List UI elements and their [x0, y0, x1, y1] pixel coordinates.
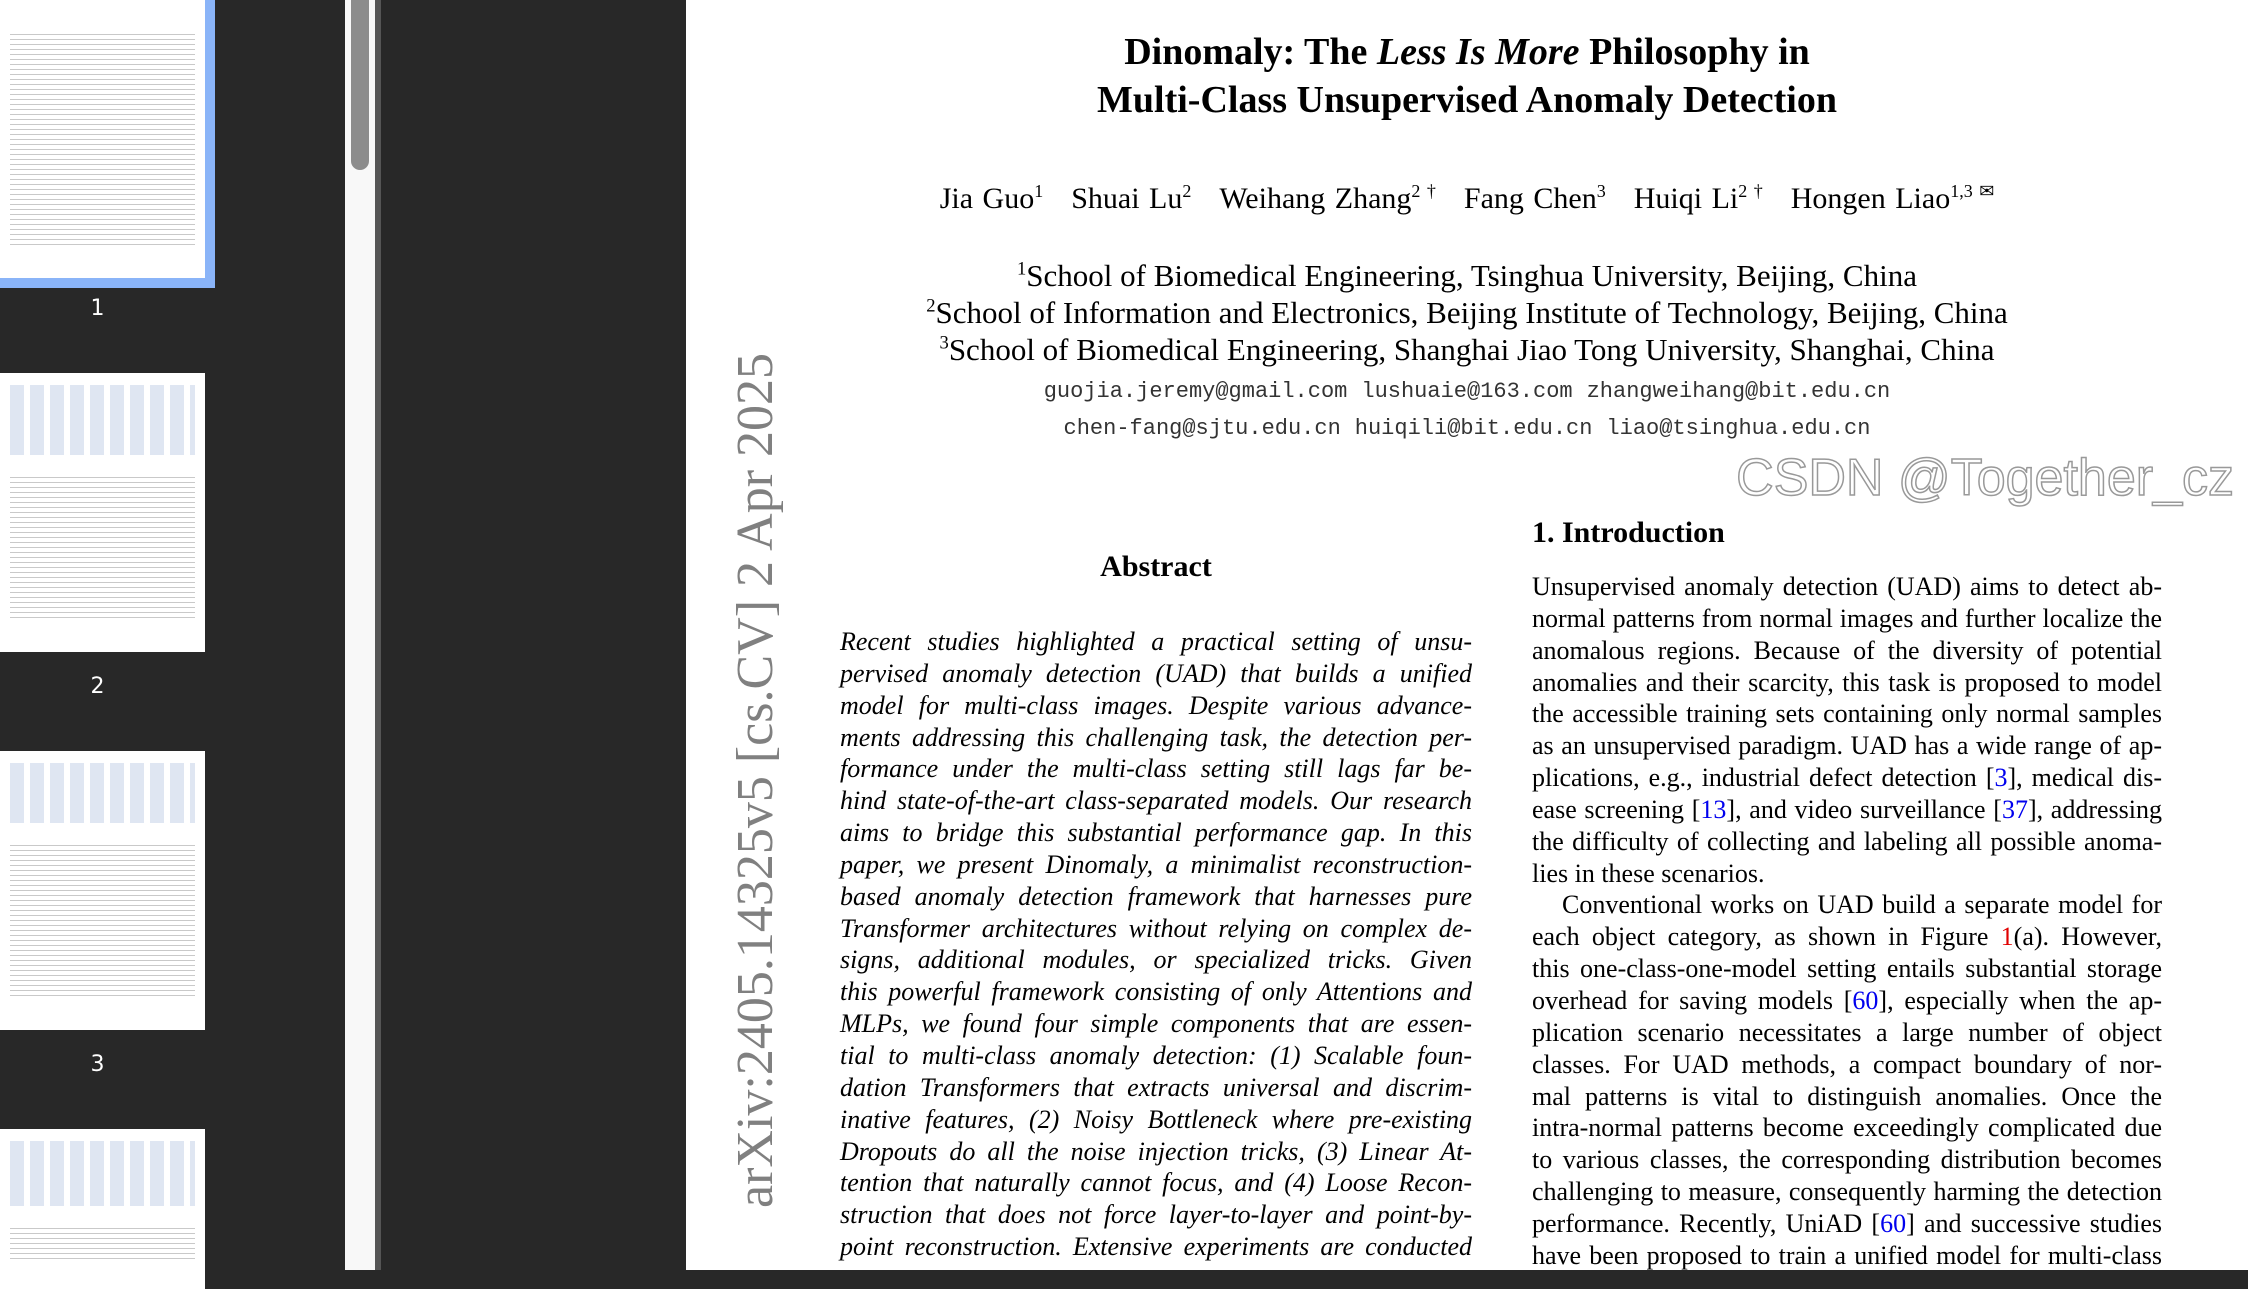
text-run: performance. Recently, UniAD [	[1532, 1208, 1881, 1238]
text-run: have been proposed to train a unified model for multi-class	[1532, 1240, 2162, 1270]
email: huiqili@bit.edu.cn	[1354, 416, 1593, 441]
title-text: Dinomaly: The	[1124, 31, 1377, 73]
text-run: the difficulty of collecting and labeling all possible anoma-	[1532, 826, 2162, 856]
introduction-heading: 1. Introduction	[1532, 516, 1725, 549]
text-run: Conventional works on UAD build a separate model for	[1562, 890, 2162, 920]
text-run: ], especially when the ap-	[1878, 985, 2162, 1015]
affiliation-number: 2	[926, 295, 936, 317]
affiliation-text: School of Biomedical Engineering, Tsinghua University, Beijing, China	[1026, 258, 1917, 293]
text-run: anomalous regions. Because of the diversity of potential	[1532, 635, 2162, 665]
page-thumbnail-4[interactable]	[0, 1129, 205, 1289]
text-run: ease screening [	[1532, 794, 1701, 824]
affiliation	[686, 295, 2248, 331]
email-row	[686, 379, 2248, 404]
page-number-label: 2	[90, 674, 105, 699]
paragraph-line	[1532, 794, 2162, 826]
author-name: Shuai Lu	[1071, 182, 1183, 215]
text-run: plications, e.g., industrial defect detection [	[1532, 763, 1995, 793]
text-run: each object category, as shown in Figure	[1532, 922, 2001, 952]
email: lushuaie@163.com	[1361, 379, 1573, 404]
affiliation	[686, 258, 2248, 294]
figure-reference-link[interactable]: 1	[2000, 922, 2014, 952]
text-run: (a). However,	[2013, 922, 2162, 952]
email-row	[686, 416, 2248, 441]
page-thumbnail-2[interactable]	[0, 373, 205, 652]
abstract-line: Dropouts do all the noise injection tricks, (3) Linear At-	[840, 1136, 1472, 1166]
citation-link[interactable]: 37	[2001, 794, 2028, 824]
paragraph-line	[1532, 858, 2162, 890]
text-run: challenging to measure, consequently harming the detection	[1532, 1177, 2162, 1207]
page-thumbnail-3[interactable]	[0, 751, 205, 1030]
text-run: ], addressing	[2027, 794, 2162, 824]
affiliation-text: School of Biomedical Engineering, Shanghai Jiao Tong University, Shanghai, China	[948, 332, 1995, 367]
author-name: Hongen Liao	[1790, 182, 1951, 215]
author	[1219, 182, 1436, 215]
text-run: ], medical dis-	[2007, 763, 2163, 793]
author-list	[686, 182, 2248, 216]
text-run: mal patterns is vital to distinguish anomalies. Once the	[1532, 1081, 2162, 1111]
author	[1071, 182, 1191, 215]
abstract-line: formance under the multi-class setting still lags far be-	[840, 754, 1472, 784]
paragraph-line	[1532, 1208, 2162, 1240]
abstract-line: signs, additional modules, or specialized tricks. Given	[840, 945, 1472, 975]
abstract-line: tention that naturally cannot focus, and (4) Loose Recon-	[840, 1168, 1472, 1198]
affiliation-text: School of Information and Electronics, Beijing Institute of Technology, Beijing, China	[935, 295, 2008, 330]
citation-link[interactable]: 3	[1994, 763, 2008, 793]
author-name: Fang Chen	[1463, 182, 1597, 215]
author	[1464, 182, 1606, 215]
text-run: the accessible training sets containing only normal samples	[1532, 699, 2162, 729]
email: zhangweihang@bit.edu.cn	[1586, 379, 1891, 404]
paragraph-line	[1532, 826, 2162, 858]
paragraph-line	[1532, 1240, 2162, 1270]
text-run: anomalies and their scarcity, this task is proposed to model	[1532, 667, 2162, 697]
author	[1791, 182, 1995, 215]
paper-title-line-2: Multi-Class Unsupervised Anomaly Detection	[1097, 79, 1837, 121]
sidebar-resize-handle[interactable]	[375, 0, 381, 1270]
abstract-line: ments addressing this challenging task, the detection per-	[840, 722, 1472, 752]
author-affiliation-mark: 1	[1034, 181, 1044, 201]
email: guojia.jeremy@gmail.com	[1043, 379, 1348, 404]
abstract-line: point reconstruction. Extensive experiments are conducted	[840, 1232, 1472, 1262]
arxiv-stamp: arXiv:2405.14325v5 [cs.CV] 2 Apr 2025	[727, 352, 784, 1208]
paragraph-line	[1532, 698, 2162, 730]
paragraph-line	[1532, 730, 2162, 762]
page-number-label: 3	[90, 1052, 105, 1077]
paragraph-line	[1532, 667, 2162, 699]
abstract-line: Recent studies highlighted a practical setting of unsu-	[840, 627, 1472, 656]
abstract-line: hind state-of-the-art class-separated models. Our research	[840, 786, 1472, 816]
text-run: classes. For UAD methods, a compact boundary of nor-	[1532, 1049, 2162, 1079]
abstract-line: pervised anomaly detection (UAD) that builds a unified	[840, 658, 1472, 688]
text-run: intra-normal patterns become exceedingly complicated due	[1532, 1113, 2162, 1143]
sidebar-scrollbar[interactable]	[345, 0, 375, 1270]
pdf-page	[686, 0, 2248, 1270]
author-affiliation-mark: 3	[1596, 181, 1606, 201]
text-run: overhead for saving models [	[1532, 985, 1853, 1015]
abstract-line: this powerful framework consisting of only Attentions and	[840, 977, 1472, 1007]
author-affiliation-mark: 2 †	[1738, 181, 1763, 201]
email: chen-fang@sjtu.edu.cn	[1063, 416, 1341, 441]
text-run: Unsupervised anomaly detection (UAD) aims to detect ab-	[1532, 572, 2162, 601]
abstract-line: MLPs, we found four simple components that are essen-	[840, 1009, 1472, 1039]
author-name: Weihang Zhang	[1219, 182, 1412, 215]
email: liao@tsinghua.edu.cn	[1606, 416, 1871, 441]
text-run: ], and video surveillance [	[1726, 794, 2002, 824]
paragraph-line	[1532, 1144, 2162, 1176]
affiliation-number: 1	[1017, 258, 1027, 280]
paragraph-line	[1532, 1081, 2162, 1113]
paragraph-line	[1532, 985, 2162, 1017]
author-affiliation-mark: 1,3 ✉	[1950, 181, 1995, 201]
title-emphasis: Less Is More	[1376, 31, 1580, 73]
page-number-label: 1	[90, 296, 105, 321]
citation-link[interactable]: 60	[1852, 985, 1879, 1015]
abstract-line: struction that does not force layer-to-layer and point-by-	[840, 1200, 1472, 1230]
text-run: lies in these scenarios.	[1532, 858, 1765, 888]
abstract-line: Transformer architectures without relying on complex de-	[840, 913, 1472, 943]
abstract-line: inative features, (2) Noisy Bottleneck where pre-existing	[840, 1104, 1472, 1134]
author	[1634, 182, 1763, 215]
paragraph-line	[1532, 762, 2162, 794]
text-run: to various classes, the corresponding distribution becomes	[1532, 1145, 2162, 1175]
author	[940, 182, 1044, 215]
author-name: Jia Guo	[939, 182, 1035, 215]
abstract-line: dation Transformers that extracts universal and discrim-	[840, 1072, 1472, 1102]
scrollbar-thumb[interactable]	[351, 0, 369, 170]
text-run: this one-class-one-model setting entails substantial storage	[1532, 954, 2162, 984]
abstract-line: based anomaly detection framework that harnesses pure	[840, 881, 1472, 911]
page-thumbnail-1[interactable]	[0, 0, 205, 278]
text-run: ] and successive studies	[1906, 1208, 2162, 1238]
author-affiliation-mark: 2	[1182, 181, 1192, 201]
abstract-line: aims to bridge this substantial performance gap. In this	[840, 818, 1472, 848]
introduction-body	[1532, 571, 2162, 1270]
author-name: Huiqi Li	[1633, 182, 1739, 215]
paragraph-line	[1532, 1176, 2162, 1208]
abstract-line: model for multi-class images. Despite various advance-	[840, 690, 1472, 720]
abstract-line: tial to multi-class anomaly detection: (1) Scalable foun-	[840, 1040, 1472, 1070]
abstract-body	[840, 626, 1472, 1263]
paragraph-line	[1532, 603, 2162, 635]
paragraph-line	[1532, 921, 2162, 953]
abstract-heading: Abstract	[1100, 550, 1212, 583]
paragraph-line	[1532, 1049, 2162, 1081]
paragraph-line	[1532, 1112, 2162, 1144]
citation-link[interactable]: 13	[1700, 794, 1727, 824]
abstract-line: paper, we present Dinomaly, a minimalist reconstruction-	[840, 849, 1472, 879]
text-run: plication scenario necessitates a large number of object	[1532, 1017, 2162, 1047]
thumbnail-sidebar	[0, 0, 345, 1270]
author-affiliation-mark: 2 †	[1411, 181, 1436, 201]
citation-link[interactable]: 60	[1880, 1208, 1907, 1238]
watermark: CSDN @Together_cz	[1736, 449, 2234, 507]
paragraph-line	[1532, 1017, 2162, 1049]
text-run: normal patterns from normal images and further localize the	[1532, 603, 2162, 633]
text-run: as an unsupervised paradigm. UAD has a wide range of ap-	[1532, 731, 2162, 761]
paper-title-line-1	[686, 30, 2248, 74]
title-text: Philosophy in	[1579, 31, 1810, 73]
affiliation-number: 3	[939, 332, 949, 354]
paragraph-line	[1532, 889, 2162, 921]
paragraph-line	[1532, 635, 2162, 667]
affiliation	[686, 332, 2248, 368]
paragraph-line	[1532, 571, 2162, 603]
paragraph-line	[1532, 953, 2162, 985]
